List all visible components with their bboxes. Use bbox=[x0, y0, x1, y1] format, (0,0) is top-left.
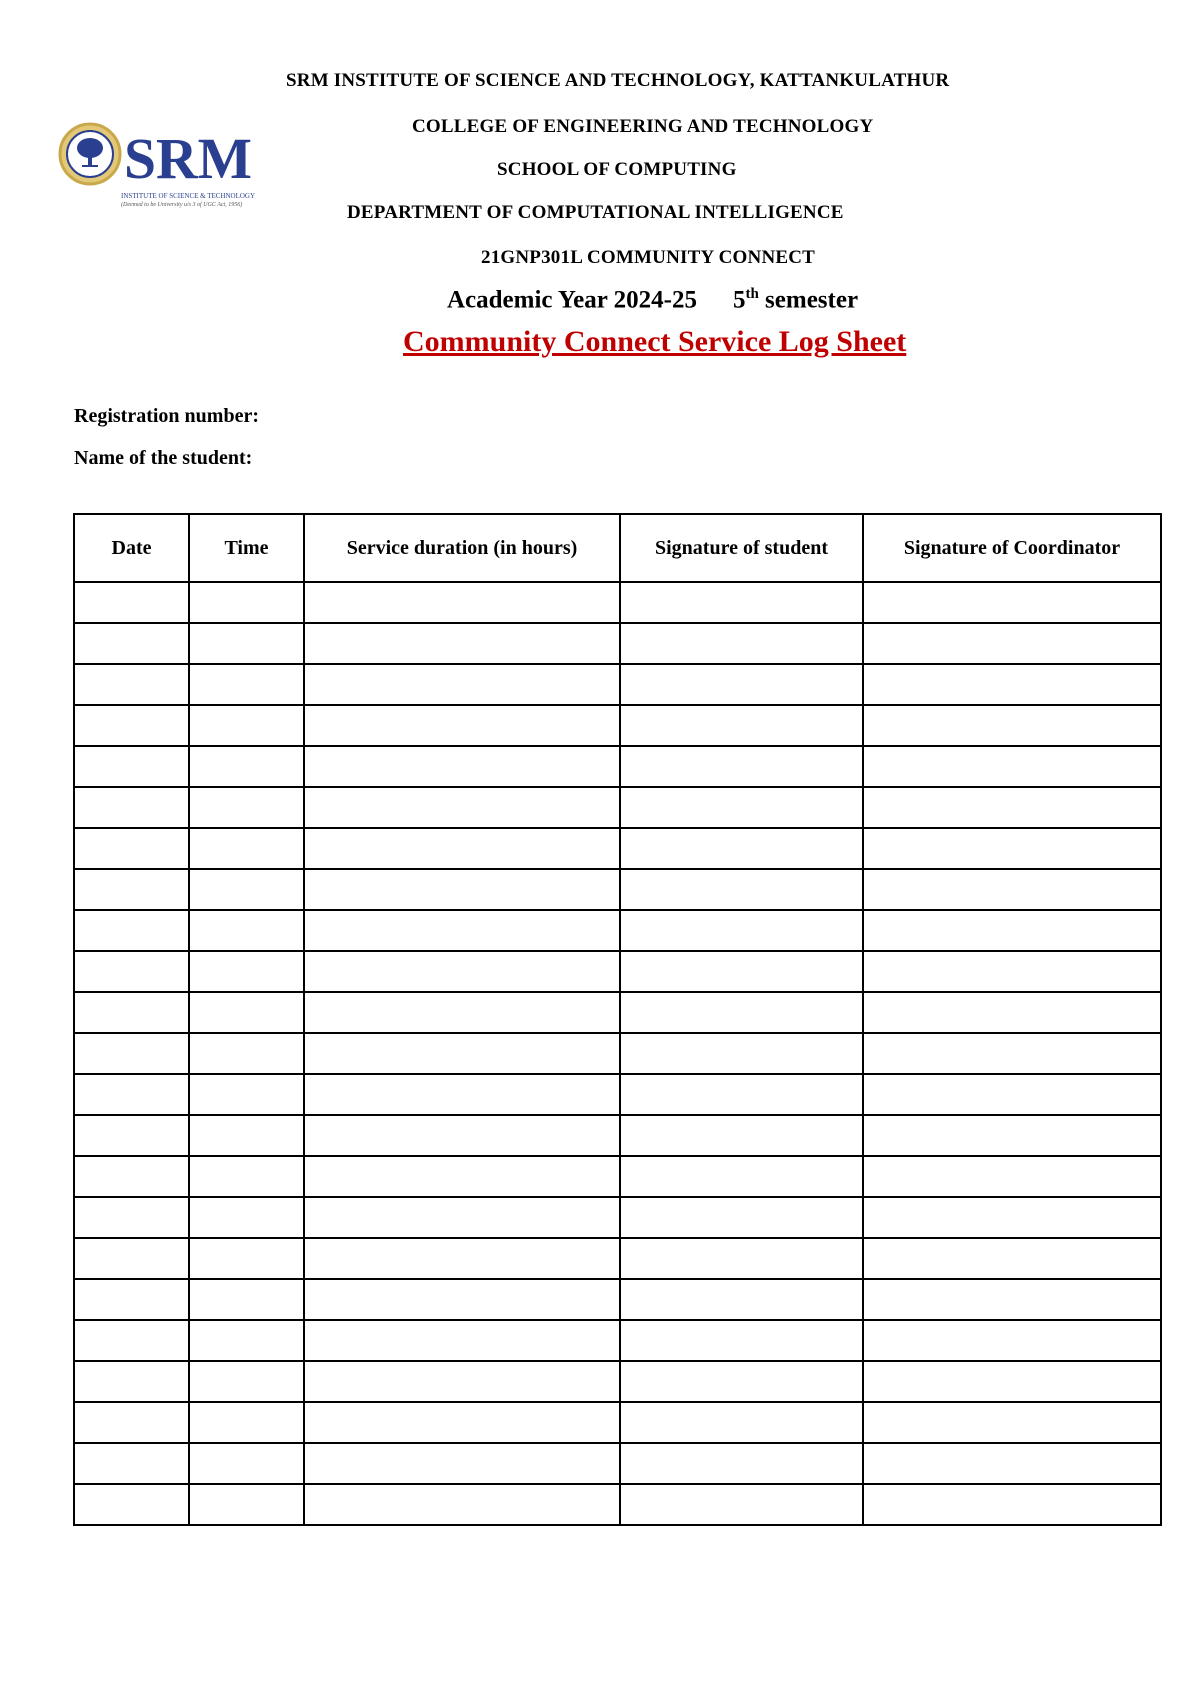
table-cell bbox=[863, 1279, 1161, 1320]
table-cell bbox=[863, 1443, 1161, 1484]
table-cell bbox=[304, 705, 620, 746]
table-cell bbox=[620, 1484, 863, 1525]
table-cell bbox=[304, 582, 620, 623]
table-cell bbox=[620, 1074, 863, 1115]
logo-subline: (Deemed to be University u/s 3 of UGC Act, 1956) bbox=[121, 202, 243, 208]
table-cell bbox=[189, 664, 304, 705]
table-cell bbox=[189, 582, 304, 623]
table-row bbox=[74, 787, 1161, 828]
table-cell bbox=[74, 869, 189, 910]
table-cell bbox=[74, 951, 189, 992]
table-cell bbox=[74, 746, 189, 787]
table-cell bbox=[304, 1443, 620, 1484]
table-cell bbox=[863, 1361, 1161, 1402]
department-name: DEPARTMENT OF COMPUTATIONAL INTELLIGENCE bbox=[347, 202, 844, 223]
table-cell bbox=[304, 992, 620, 1033]
table-cell bbox=[863, 1402, 1161, 1443]
table-cell bbox=[863, 1115, 1161, 1156]
table-cell bbox=[189, 1074, 304, 1115]
table-cell bbox=[189, 1443, 304, 1484]
table-cell bbox=[620, 992, 863, 1033]
table-cell bbox=[74, 787, 189, 828]
table-cell bbox=[863, 1074, 1161, 1115]
table-cell bbox=[304, 1156, 620, 1197]
table-cell bbox=[863, 1197, 1161, 1238]
table-cell bbox=[189, 746, 304, 787]
table-cell bbox=[304, 869, 620, 910]
table-body bbox=[74, 582, 1161, 1525]
table-cell bbox=[304, 1402, 620, 1443]
table-cell bbox=[74, 1074, 189, 1115]
table-cell bbox=[620, 951, 863, 992]
column-header-coordinator-signature: Signature of Coordinator bbox=[863, 514, 1161, 582]
table-row bbox=[74, 746, 1161, 787]
table-cell bbox=[189, 1197, 304, 1238]
table-row bbox=[74, 951, 1161, 992]
table-cell bbox=[74, 1238, 189, 1279]
service-log-table bbox=[73, 513, 1162, 1526]
semester-word: semester bbox=[765, 286, 859, 314]
course-name: 21GNP301L COMMUNITY CONNECT bbox=[481, 247, 816, 268]
table-row bbox=[74, 1279, 1161, 1320]
table-row bbox=[74, 992, 1161, 1033]
table-row bbox=[74, 910, 1161, 951]
table-cell bbox=[304, 746, 620, 787]
table-cell bbox=[863, 705, 1161, 746]
table-cell bbox=[304, 787, 620, 828]
semester-number: 5 bbox=[732, 286, 746, 314]
table-cell bbox=[620, 1320, 863, 1361]
table-cell bbox=[620, 1115, 863, 1156]
table-header-row bbox=[74, 514, 1161, 582]
table-cell bbox=[74, 1279, 189, 1320]
table-cell bbox=[74, 582, 189, 623]
table-cell bbox=[620, 1402, 863, 1443]
table-cell bbox=[74, 910, 189, 951]
table-cell bbox=[863, 1320, 1161, 1361]
table-cell bbox=[620, 1033, 863, 1074]
table-cell bbox=[189, 1402, 304, 1443]
table-row bbox=[74, 869, 1161, 910]
academic-year-line bbox=[447, 286, 858, 314]
table-cell bbox=[74, 1156, 189, 1197]
table-cell bbox=[620, 910, 863, 951]
table-row bbox=[74, 1156, 1161, 1197]
table-cell bbox=[74, 1197, 189, 1238]
table-cell bbox=[74, 1320, 189, 1361]
table-cell bbox=[620, 1197, 863, 1238]
table-row bbox=[74, 1402, 1161, 1443]
school-name: SCHOOL OF COMPUTING bbox=[497, 159, 737, 180]
table-row bbox=[74, 1443, 1161, 1484]
table-cell bbox=[189, 1238, 304, 1279]
table-cell bbox=[304, 1361, 620, 1402]
table-cell bbox=[189, 787, 304, 828]
table-cell bbox=[74, 1033, 189, 1074]
table-cell bbox=[74, 1115, 189, 1156]
table-row bbox=[74, 1361, 1161, 1402]
table-cell bbox=[189, 1320, 304, 1361]
table-cell bbox=[863, 1033, 1161, 1074]
table-cell bbox=[74, 992, 189, 1033]
table-row bbox=[74, 1320, 1161, 1361]
table-cell bbox=[189, 1156, 304, 1197]
table-row bbox=[74, 1115, 1161, 1156]
table-cell bbox=[189, 869, 304, 910]
table-cell bbox=[863, 664, 1161, 705]
table-cell bbox=[620, 869, 863, 910]
table-cell bbox=[863, 746, 1161, 787]
table-cell bbox=[620, 1443, 863, 1484]
table-cell bbox=[620, 623, 863, 664]
table-cell bbox=[189, 951, 304, 992]
table-cell bbox=[304, 1484, 620, 1525]
table-cell bbox=[863, 787, 1161, 828]
table-row bbox=[74, 705, 1161, 746]
table-cell bbox=[74, 1443, 189, 1484]
table-cell bbox=[189, 1033, 304, 1074]
table-cell bbox=[74, 1402, 189, 1443]
column-header-student-signature: Signature of student bbox=[620, 514, 863, 582]
table-cell bbox=[620, 1238, 863, 1279]
table-cell bbox=[863, 1156, 1161, 1197]
table-cell bbox=[189, 1279, 304, 1320]
table-cell bbox=[304, 1033, 620, 1074]
table-cell bbox=[304, 623, 620, 664]
table-cell bbox=[304, 664, 620, 705]
column-header-date: Date bbox=[74, 514, 189, 582]
table-cell bbox=[304, 951, 620, 992]
table-cell bbox=[863, 828, 1161, 869]
table-cell bbox=[863, 582, 1161, 623]
table-row bbox=[74, 1197, 1161, 1238]
table-cell bbox=[620, 1156, 863, 1197]
table-cell bbox=[620, 787, 863, 828]
table-cell bbox=[189, 828, 304, 869]
table-cell bbox=[189, 705, 304, 746]
table-cell bbox=[304, 828, 620, 869]
table-cell bbox=[620, 1279, 863, 1320]
table-cell bbox=[620, 1361, 863, 1402]
table-cell bbox=[863, 992, 1161, 1033]
registration-number-label: Registration number: bbox=[74, 405, 259, 427]
table-cell bbox=[189, 1484, 304, 1525]
table-cell bbox=[304, 1238, 620, 1279]
table-cell bbox=[74, 705, 189, 746]
table-cell bbox=[863, 869, 1161, 910]
table-cell bbox=[189, 992, 304, 1033]
table-cell bbox=[304, 1279, 620, 1320]
sheet-title: Community Connect Service Log Sheet bbox=[403, 325, 907, 358]
table-row bbox=[74, 664, 1161, 705]
table-cell bbox=[620, 705, 863, 746]
column-header-time: Time bbox=[189, 514, 304, 582]
student-name-label: Name of the student: bbox=[74, 447, 253, 469]
table-cell bbox=[304, 910, 620, 951]
srm-logo bbox=[58, 118, 258, 218]
table-row bbox=[74, 1484, 1161, 1525]
logo-tagline: INSTITUTE OF SCIENCE & TECHNOLOGY bbox=[121, 192, 256, 200]
table-cell bbox=[74, 1484, 189, 1525]
table-row bbox=[74, 1033, 1161, 1074]
table-cell bbox=[863, 1238, 1161, 1279]
table-cell bbox=[189, 1115, 304, 1156]
table-row bbox=[74, 1074, 1161, 1115]
table-cell bbox=[620, 746, 863, 787]
table-cell bbox=[620, 582, 863, 623]
table-cell bbox=[620, 664, 863, 705]
table-cell bbox=[74, 664, 189, 705]
table-cell bbox=[620, 828, 863, 869]
table-cell bbox=[863, 1484, 1161, 1525]
semester-suffix: th bbox=[745, 286, 759, 302]
table-cell bbox=[304, 1320, 620, 1361]
table-row bbox=[74, 582, 1161, 623]
table-cell bbox=[189, 910, 304, 951]
table-cell bbox=[304, 1115, 620, 1156]
table-cell bbox=[863, 910, 1161, 951]
table-cell bbox=[189, 1361, 304, 1402]
column-header-duration: Service duration (in hours) bbox=[304, 514, 620, 582]
table-cell bbox=[863, 951, 1161, 992]
table-cell bbox=[863, 623, 1161, 664]
table-cell bbox=[304, 1197, 620, 1238]
table-cell bbox=[74, 623, 189, 664]
table-row bbox=[74, 1238, 1161, 1279]
institute-name: SRM INSTITUTE OF SCIENCE AND TECHNOLOGY, KATTANKULATHUR bbox=[286, 70, 950, 91]
table-row bbox=[74, 623, 1161, 664]
table-cell bbox=[74, 828, 189, 869]
table-cell bbox=[304, 1074, 620, 1115]
table-row bbox=[74, 828, 1161, 869]
table-cell bbox=[189, 623, 304, 664]
logo-wordmark: SRM bbox=[124, 126, 252, 191]
college-name: COLLEGE OF ENGINEERING AND TECHNOLOGY bbox=[412, 116, 874, 137]
academic-year: Academic Year 2024-25 bbox=[447, 286, 697, 314]
table-cell bbox=[74, 1361, 189, 1402]
